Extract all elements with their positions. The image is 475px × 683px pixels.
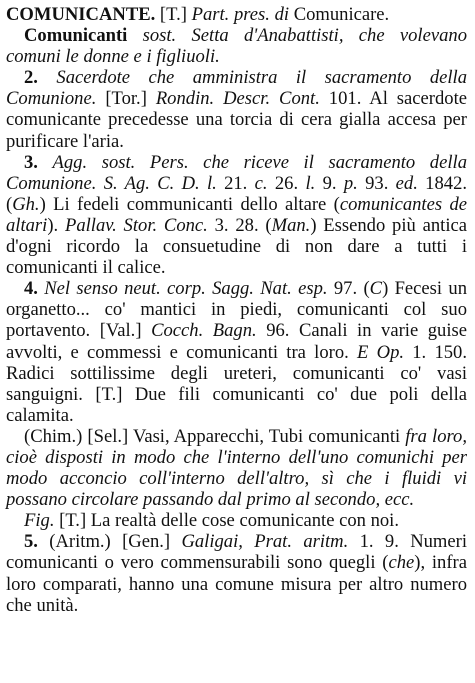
text-run: Cocch. Bagn. [151, 320, 257, 342]
text-run: 96. Canali in varie guise avvolti, e commessi e comunicanti tra loro. [6, 320, 467, 363]
text-run: p. [343, 172, 358, 194]
text-run: Part. pres. di [191, 4, 294, 25]
headword-entry [6, 4, 467, 25]
text-run: [T.] La realtà delle cose comunicante con noi. [54, 510, 399, 532]
text-run: (Aritm.) [Gen.] [49, 531, 182, 553]
text-run: Agg. sost. Pers. che riceve il sacramento della Comunione. S. Ag. C. D. l. [6, 151, 467, 194]
text-run: COMUNICANTE. [6, 4, 156, 25]
text-run: 1. 150. Radici sottilissime degli ureteri, comunicanti co' vasi sanguigni. [T.] Due fili comunicanti co' due poli della calamita. [6, 341, 467, 426]
text-run: ) Fecesi un organetto... co' mantici in piedi, comunicanti col suo portavento. [Val.] [6, 278, 468, 342]
text-run: ) Li fedeli communicanti dello altare ( [39, 193, 340, 215]
text-run: 1. 9. Numeri comunicanti o vero commensurabili sono quegli ( [6, 531, 467, 574]
text-run: ). [47, 214, 65, 236]
text-run: 1842. ( [6, 172, 468, 215]
text-run: 4. [24, 278, 45, 300]
sense-4 [6, 278, 467, 426]
text-run: che [388, 552, 415, 574]
text-run: Galigai, Prat. aritm. [181, 531, 349, 553]
text-run: ed. [395, 172, 418, 194]
text-run: 26. [267, 172, 306, 194]
text-run: 2. [24, 67, 57, 89]
text-run: [T.] [155, 4, 192, 25]
text-run: Rondin. Descr. Cont. [155, 88, 320, 110]
text-run: Fig. [24, 510, 55, 532]
text-run: Sacerdote che amministra il sacramento della Comunione. [6, 67, 468, 110]
text-run: 93. [357, 172, 396, 194]
text-run: ), infra loro comparati, hanno una comune misura per altro numero che unità. [6, 552, 467, 616]
sense-3 [6, 152, 467, 279]
text-run: l. [305, 172, 316, 194]
sense-fig [6, 510, 467, 531]
sense-chim [6, 426, 467, 510]
text-run: Comunicanti [24, 25, 128, 47]
text-run: Pallav. Stor. Conc. [64, 214, 208, 236]
sense-2 [6, 67, 467, 151]
sense-5 [6, 531, 467, 615]
text-run: Man. [271, 214, 311, 236]
text-run: Nel senso neut. corp. Sagg. Nat. esp. [44, 278, 328, 300]
text-run: sost. Setta d'Anabattisti, che volevano comuni le donne e i figliuoli. [6, 25, 467, 68]
sense-comunicanti-sost [6, 25, 467, 67]
text-run: fra loro, cioè disposti in modo che l'interno dell'uno comunichi per modo acconcio coll'interno dell'altro, sì che i fluidi vi possano circolare passando dal primo al secondo, ecc. [6, 425, 467, 511]
text-run: [Tor.] [96, 88, 156, 110]
text-run: 5. [24, 531, 50, 553]
text-run: (Chim.) [Sel.] Vasi, Apparecchi, Tubi comunicanti [24, 425, 406, 447]
text-run: C [369, 278, 383, 300]
text-run: 3. 28. ( [207, 214, 272, 236]
text-run: 97. ( [327, 278, 370, 300]
text-run: Gh. [12, 193, 40, 215]
text-run: 3. [24, 151, 53, 173]
text-run: E Op. [357, 341, 405, 363]
text-run: ) Essendo più antica d'ogni ricordo la consuetudine di non dare a tutti i comunicanti il calice. [6, 214, 467, 279]
text-run: 101. Al sacerdote comunicante precedesse una torcia di cera gialla accesa per purificare l'aria. [6, 88, 467, 152]
text-run: Comunicare. [293, 4, 390, 25]
text-run: 21. [216, 172, 255, 194]
text-run: 9. [315, 172, 344, 194]
text-run: c. [254, 172, 268, 194]
text-run: comunicantes de altari [6, 193, 467, 236]
